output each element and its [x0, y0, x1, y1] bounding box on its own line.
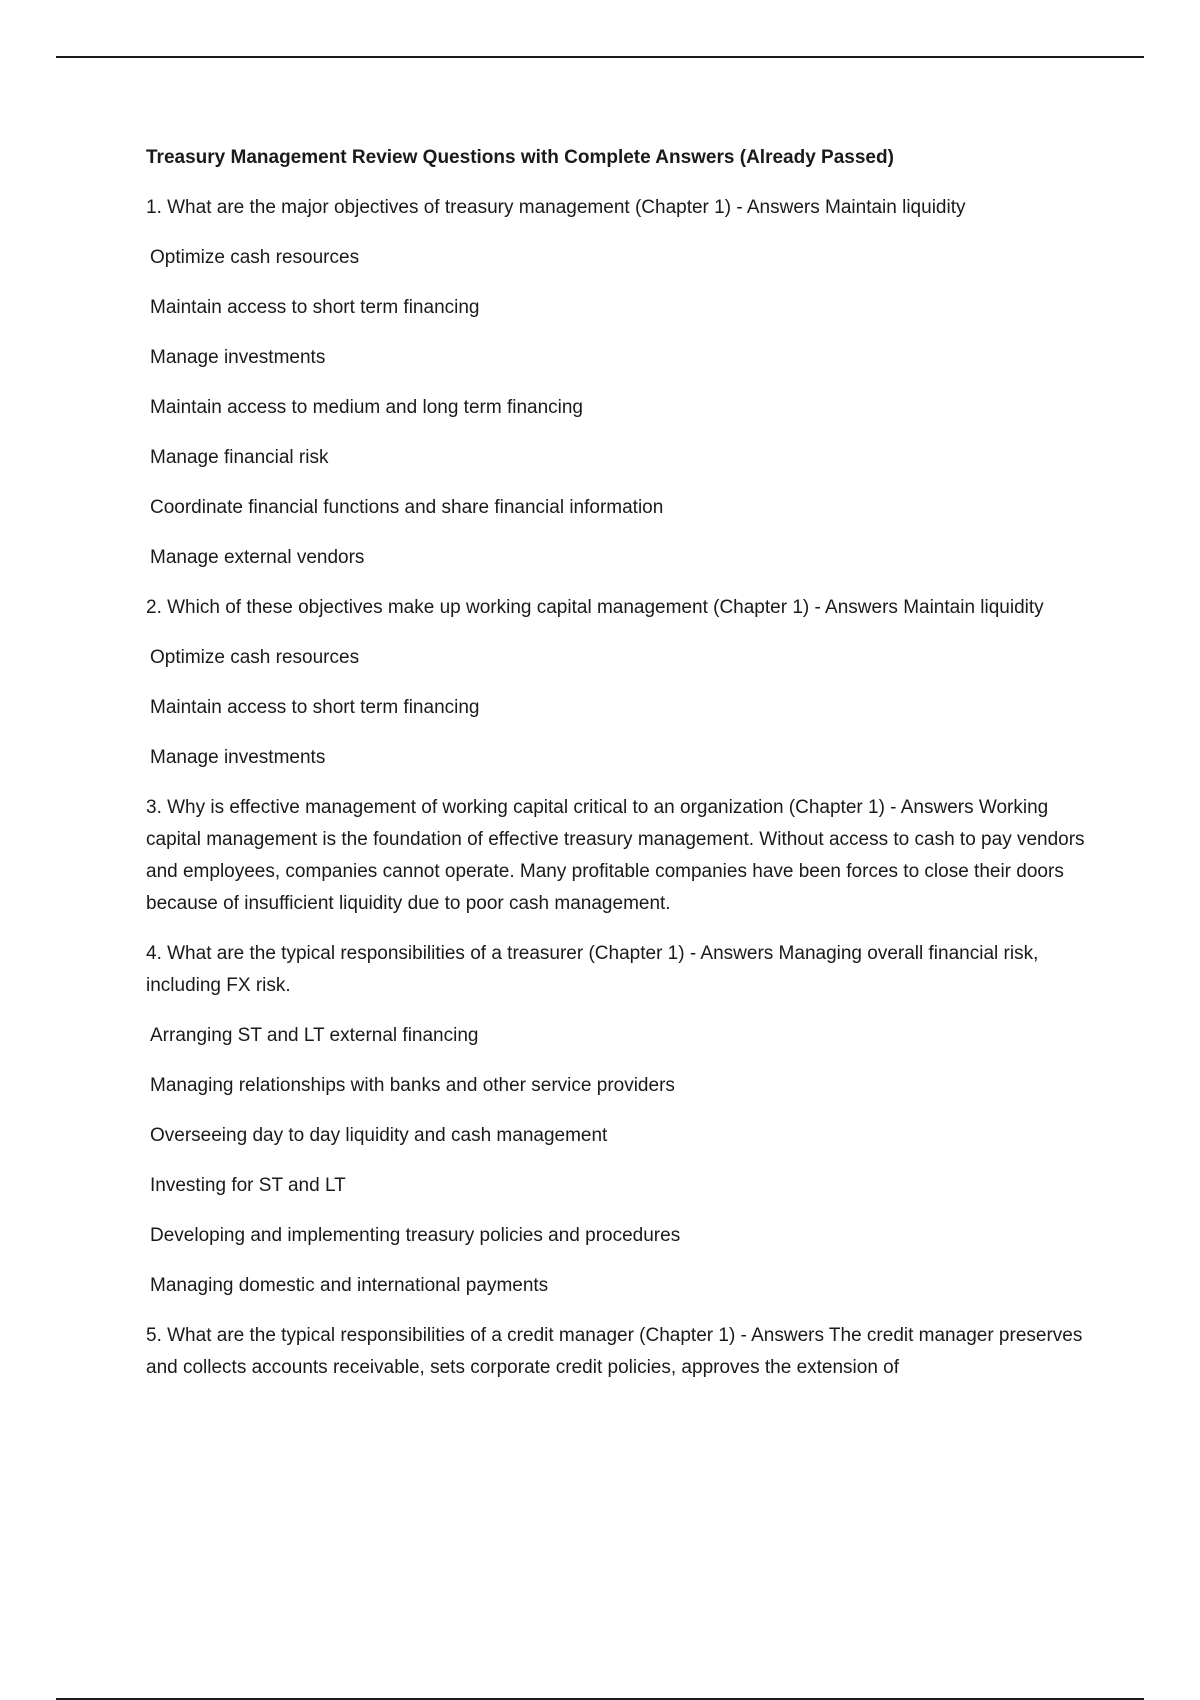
answer-item: Optimize cash resources	[150, 247, 360, 268]
answer-item: Manage financial risk	[150, 447, 329, 468]
answer-item: Overseeing day to day liquidity and cash management	[150, 1125, 608, 1146]
answer-item: Coordinate financial functions and share financial information	[150, 497, 664, 518]
answer-item: Developing and implementing treasury policies and procedures	[150, 1225, 681, 1246]
header-rule	[56, 56, 1144, 58]
answer-item: Maintain access to medium and long term financing	[150, 397, 584, 418]
document-title: Treasury Management Review Questions with Complete Answers (Already Passed)	[146, 147, 894, 168]
answer-item: Managing relationships with banks and other service providers	[150, 1075, 675, 1096]
answer-item: Managing domestic and international payments	[150, 1275, 549, 1296]
question-1: 1. What are the major objectives of treasury management (Chapter 1) - Answers Maintain liquidity	[146, 197, 966, 218]
document-body	[146, 142, 1086, 1402]
question-5: 5. What are the typical responsibilities of a credit manager (Chapter 1) - Answers The credit manager preserves and collects accounts receivable, sets corporate credit policies, approves the extension of	[146, 1325, 1083, 1378]
question-4: 4. What are the typical responsibilities of a treasurer (Chapter 1) - Answers Managing overall financial risk, including FX risk.	[146, 943, 1039, 996]
answer-item: Arranging ST and LT external financing	[150, 1025, 479, 1046]
answer-item: Manage external vendors	[150, 547, 365, 568]
answer-item: Maintain access to short term financing	[150, 297, 480, 318]
answer-item: Manage investments	[150, 747, 326, 768]
question-2: 2. Which of these objectives make up working capital management (Chapter 1) - Answers Maintain liquidity	[146, 597, 1044, 618]
question-3: 3. Why is effective management of working capital critical to an organization (Chapter 1) - Answers Working capital management is the foundation of effective treasury management. Without access to cash to pay vendors and employees, companies cannot operate. Many profitable companies have been forces to close their doors because of insufficient liquidity due to poor cash management.	[146, 797, 1085, 914]
answer-item: Optimize cash resources	[150, 647, 360, 668]
answer-item: Manage investments	[150, 347, 326, 368]
answer-item: Investing for ST and LT	[150, 1175, 346, 1196]
answer-item: Maintain access to short term financing	[150, 697, 480, 718]
